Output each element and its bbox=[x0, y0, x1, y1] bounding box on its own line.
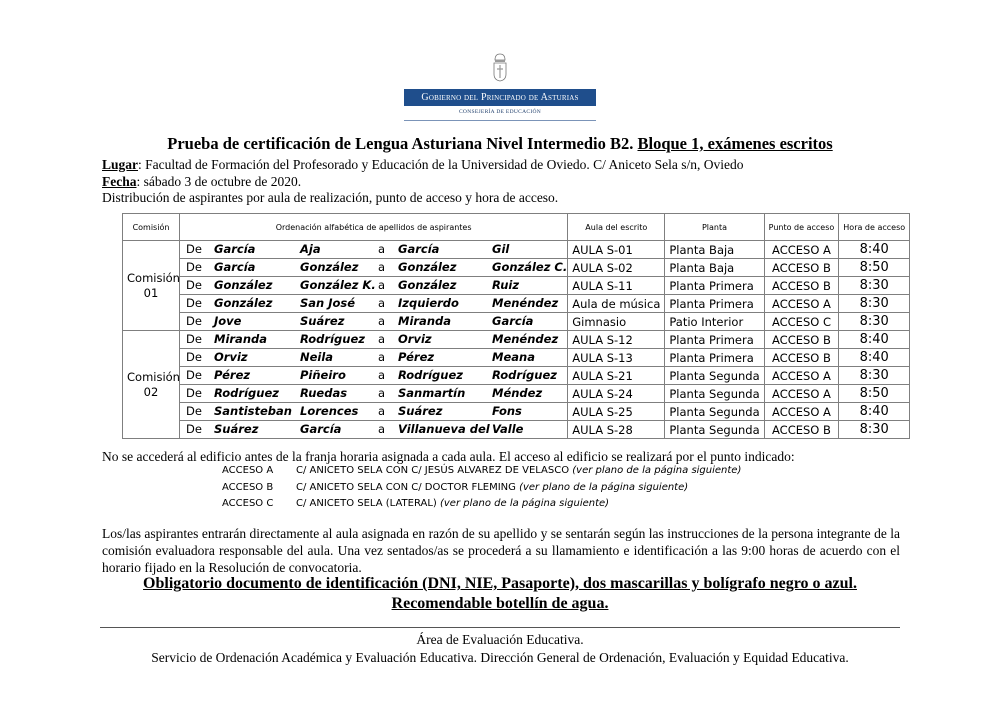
hora-cell: 8:40 bbox=[839, 331, 910, 349]
header-planta: Planta bbox=[665, 214, 764, 241]
access-address: C/ ANICETO SELA CON C/ DOCTOR FLEMING bbox=[296, 482, 520, 493]
access-label: ACCESO A bbox=[222, 465, 274, 476]
planta-cell: Patio Interior bbox=[665, 313, 764, 331]
from-surname-1: Orviz bbox=[214, 350, 248, 364]
to-surname-1: González bbox=[398, 278, 457, 292]
from-surname-2: Rodríguez bbox=[300, 332, 365, 346]
access-address: C/ ANICETO SELA (LATERAL) bbox=[296, 498, 440, 509]
to-surname-2: Fons bbox=[492, 404, 522, 418]
mandatory-line-2: Recomendable botellín de agua. bbox=[391, 595, 609, 612]
to-surname-2: Ruiz bbox=[492, 278, 520, 292]
access-label: ACCESO C bbox=[222, 498, 274, 509]
planta-cell: Planta Primera bbox=[665, 349, 764, 367]
aula-cell: AULA S-21 bbox=[568, 367, 665, 385]
hora-cell: 8:40 bbox=[839, 349, 910, 367]
government-logo bbox=[402, 52, 598, 124]
access-point-a bbox=[222, 464, 741, 478]
to-surname-2: Menéndez bbox=[492, 332, 559, 346]
from-surname-1: García bbox=[214, 260, 256, 274]
from-surname-2: Piñeiro bbox=[300, 368, 346, 382]
acceso-cell: ACCESO A bbox=[764, 295, 839, 313]
to-surname-2: García bbox=[492, 314, 534, 328]
distribution-text: Distribución de aspirantes por aula de realización, punto de acceso y hora de acceso. bbox=[102, 190, 559, 205]
acceso-cell: ACCESO B bbox=[764, 349, 839, 367]
planta-cell: Planta Segunda bbox=[665, 421, 764, 439]
to-surname-1: Suárez bbox=[398, 404, 443, 418]
to-word: a bbox=[378, 332, 386, 346]
from-surname-2: Suárez bbox=[300, 314, 345, 328]
from-word: De bbox=[186, 260, 202, 274]
surname-range-cell bbox=[180, 259, 568, 277]
from-word: De bbox=[186, 386, 202, 400]
to-surname-1: Pérez bbox=[398, 350, 435, 364]
planta-cell: Planta Primera bbox=[665, 277, 764, 295]
from-surname-2: González K. bbox=[300, 278, 376, 292]
footer-divider bbox=[100, 627, 900, 628]
table-row bbox=[123, 403, 910, 421]
from-surname-1: González bbox=[214, 278, 273, 292]
acceso-cell: ACCESO A bbox=[764, 385, 839, 403]
table-row bbox=[123, 295, 910, 313]
access-map-note: (ver plano de la página siguiente) bbox=[572, 465, 742, 476]
to-surname-1: González bbox=[398, 260, 457, 274]
to-word: a bbox=[378, 386, 386, 400]
lugar-line bbox=[102, 157, 744, 173]
header-punto-acceso: Punto de acceso bbox=[764, 214, 839, 241]
surname-range-cell bbox=[180, 421, 568, 439]
acceso-cell: ACCESO B bbox=[764, 421, 839, 439]
comision-label: Comisión 02 bbox=[127, 369, 180, 399]
instructions-paragraph: Los/las aspirantes entrarán directamente al aula asignada en razón de su apellido y se sentarán según las instrucciones de la persona integrante de la comisión evaluadora responsable del aula. Una vez sentados/as se procederá a su llamamiento e identificación a las 9:00 horas de acuerdo con el horario fijado en la Resolución de convocatoria. bbox=[102, 526, 900, 575]
logo-text: Gobierno del Principado de Asturias bbox=[404, 89, 596, 106]
hora-cell: 8:30 bbox=[839, 421, 910, 439]
to-surname-1: Villanueva del bbox=[398, 422, 490, 436]
fecha-line bbox=[102, 174, 301, 190]
aula-cell: AULA S-13 bbox=[568, 349, 665, 367]
acceso-cell: ACCESO B bbox=[764, 331, 839, 349]
to-surname-1: Miranda bbox=[398, 314, 451, 328]
surname-range-cell bbox=[180, 367, 568, 385]
aula-cell: AULA S-12 bbox=[568, 331, 665, 349]
to-surname-2: Menéndez bbox=[492, 296, 559, 310]
hora-cell: 8:40 bbox=[839, 241, 910, 259]
access-map-note: (ver plano de la página siguiente) bbox=[519, 482, 689, 493]
to-word: a bbox=[378, 422, 386, 436]
to-surname-2: Gil bbox=[492, 242, 510, 256]
fecha-value: : sábado 3 de octubre de 2020. bbox=[136, 174, 302, 189]
surname-range-cell bbox=[180, 385, 568, 403]
page-title bbox=[100, 134, 900, 154]
surname-range-cell bbox=[180, 241, 568, 259]
aula-cell: AULA S-02 bbox=[568, 259, 665, 277]
to-word: a bbox=[378, 242, 386, 256]
to-surname-1: García bbox=[398, 242, 440, 256]
table-row bbox=[123, 331, 910, 349]
from-word: De bbox=[186, 422, 202, 436]
from-word: De bbox=[186, 350, 202, 364]
from-surname-2: Neila bbox=[300, 350, 334, 364]
planta-cell: Planta Primera bbox=[665, 295, 764, 313]
surname-range-cell bbox=[180, 349, 568, 367]
lugar-label: Lugar bbox=[102, 157, 139, 172]
to-word: a bbox=[378, 350, 386, 364]
hora-cell: 8:30 bbox=[839, 277, 910, 295]
hora-cell: 8:50 bbox=[839, 385, 910, 403]
acceso-cell: ACCESO A bbox=[764, 403, 839, 421]
from-surname-1: Pérez bbox=[214, 368, 251, 382]
lugar-value: : Facultad de Formación del Profesorado y Educación de la Universidad de Oviedo. C/ Aniceto Sela s/n, Oviedo bbox=[138, 157, 744, 172]
to-word: a bbox=[378, 368, 386, 382]
from-surname-1: Rodríguez bbox=[214, 386, 279, 400]
coat-of-arms-icon bbox=[492, 52, 508, 82]
footer-service: Servicio de Ordenación Académica y Evaluación Educativa. Dirección General de Ordenación, Evaluación y Equidad Educativa. bbox=[151, 650, 849, 665]
from-surname-1: Miranda bbox=[214, 332, 267, 346]
surname-range-cell bbox=[180, 277, 568, 295]
from-surname-2: Ruedas bbox=[300, 386, 348, 400]
surname-range-cell bbox=[180, 313, 568, 331]
access-point-b bbox=[222, 481, 688, 495]
from-surname-2: Lorences bbox=[300, 404, 359, 418]
table-row bbox=[123, 349, 910, 367]
comision-label: Comisión 01 bbox=[127, 270, 180, 300]
aula-cell: Gimnasio bbox=[568, 313, 665, 331]
planta-cell: Planta Baja bbox=[665, 259, 764, 277]
header-comision: Comisión bbox=[123, 214, 180, 241]
logo-divider bbox=[404, 120, 596, 121]
hora-cell: 8:50 bbox=[839, 259, 910, 277]
acceso-cell: ACCESO C bbox=[764, 313, 839, 331]
fecha-label: Fecha bbox=[102, 174, 137, 189]
table-row bbox=[123, 259, 910, 277]
footer-area: Área de Evaluación Educativa. bbox=[416, 632, 584, 647]
planta-cell: Planta Segunda bbox=[665, 403, 764, 421]
from-surname-1: García bbox=[214, 242, 256, 256]
aula-cell: AULA S-24 bbox=[568, 385, 665, 403]
comision-cell bbox=[123, 331, 180, 439]
table-row bbox=[123, 421, 910, 439]
header-ordenacion: Ordenación alfabética de apellidos de aspirantes bbox=[180, 214, 568, 241]
access-label: ACCESO B bbox=[222, 482, 274, 493]
table-row bbox=[123, 385, 910, 403]
comision-cell bbox=[123, 241, 180, 331]
from-surname-1: Jove bbox=[214, 314, 242, 328]
table-row bbox=[123, 313, 910, 331]
from-word: De bbox=[186, 278, 202, 292]
acceso-cell: ACCESO A bbox=[764, 241, 839, 259]
table-row bbox=[123, 241, 910, 259]
from-word: De bbox=[186, 314, 202, 328]
mandatory-line-1: Obligatorio documento de identificación (DNI, NIE, Pasaporte), dos mascarillas y bolígrafo negro o azul. bbox=[143, 575, 857, 592]
planta-cell: Planta Primera bbox=[665, 331, 764, 349]
planta-cell: Planta Segunda bbox=[665, 367, 764, 385]
to-word: a bbox=[378, 296, 386, 310]
to-surname-2: González C. bbox=[492, 260, 568, 274]
from-word: De bbox=[186, 242, 202, 256]
to-word: a bbox=[378, 404, 386, 418]
to-surname-1: Sanmartín bbox=[398, 386, 466, 400]
aula-cell: AULA S-11 bbox=[568, 277, 665, 295]
distribution-table bbox=[122, 213, 910, 439]
to-surname-2: Rodríguez bbox=[492, 368, 557, 382]
planta-cell: Planta Segunda bbox=[665, 385, 764, 403]
surname-range-cell bbox=[180, 295, 568, 313]
to-word: a bbox=[378, 278, 386, 292]
from-word: De bbox=[186, 368, 202, 382]
surname-range-cell bbox=[180, 403, 568, 421]
from-word: De bbox=[186, 332, 202, 346]
from-word: De bbox=[186, 404, 202, 418]
from-surname-2: San José bbox=[300, 296, 356, 310]
to-surname-2: Meana bbox=[492, 350, 535, 364]
from-surname-1: Santisteban bbox=[214, 404, 292, 418]
surname-range-cell bbox=[180, 331, 568, 349]
table-row bbox=[123, 367, 910, 385]
hora-cell: 8:30 bbox=[839, 295, 910, 313]
title-underlined: Bloque 1, exámenes escritos bbox=[637, 134, 833, 153]
from-surname-2: García bbox=[300, 422, 342, 436]
aula-cell: Aula de música bbox=[568, 295, 665, 313]
hora-cell: 8:30 bbox=[839, 367, 910, 385]
from-surname-1: González bbox=[214, 296, 273, 310]
from-surname-2: Aja bbox=[300, 242, 321, 256]
to-surname-2: Méndez bbox=[492, 386, 543, 400]
header-hora-acceso: Hora de acceso bbox=[839, 214, 910, 241]
aula-cell: AULA S-01 bbox=[568, 241, 665, 259]
aula-cell: AULA S-28 bbox=[568, 421, 665, 439]
hora-cell: 8:30 bbox=[839, 313, 910, 331]
to-surname-1: Izquierdo bbox=[398, 296, 459, 310]
header-aula: Aula del escrito bbox=[568, 214, 665, 241]
to-word: a bbox=[378, 314, 386, 328]
to-word: a bbox=[378, 260, 386, 274]
to-surname-1: Rodríguez bbox=[398, 368, 463, 382]
planta-cell: Planta Baja bbox=[665, 241, 764, 259]
access-point-c bbox=[222, 497, 609, 511]
hora-cell: 8:40 bbox=[839, 403, 910, 421]
to-surname-2: Valle bbox=[492, 422, 524, 436]
to-surname-1: Orviz bbox=[398, 332, 432, 346]
acceso-cell: ACCESO B bbox=[764, 259, 839, 277]
access-note: No se accederá al edificio antes de la franja horaria asignada a cada aula. El acceso al edificio se realizará por el punto indicado: bbox=[102, 449, 795, 464]
title-main: Prueba de certificación de Lengua Asturiana Nivel Intermedio B2. bbox=[167, 134, 638, 153]
table-row bbox=[123, 277, 910, 295]
logo-subtext: CONSEJERÍA DE EDUCACIÓN bbox=[458, 109, 542, 115]
mandatory-notice bbox=[100, 574, 900, 614]
acceso-cell: ACCESO A bbox=[764, 367, 839, 385]
aula-cell: AULA S-25 bbox=[568, 403, 665, 421]
from-surname-2: González bbox=[300, 260, 359, 274]
acceso-cell: ACCESO B bbox=[764, 277, 839, 295]
from-surname-1: Suárez bbox=[214, 422, 259, 436]
table-header-row bbox=[123, 214, 910, 241]
access-address: C/ ANICETO SELA CON C/ JESÚS ALVAREZ DE VELASCO bbox=[296, 465, 573, 476]
from-word: De bbox=[186, 296, 202, 310]
access-map-note: (ver plano de la página siguiente) bbox=[439, 498, 610, 509]
